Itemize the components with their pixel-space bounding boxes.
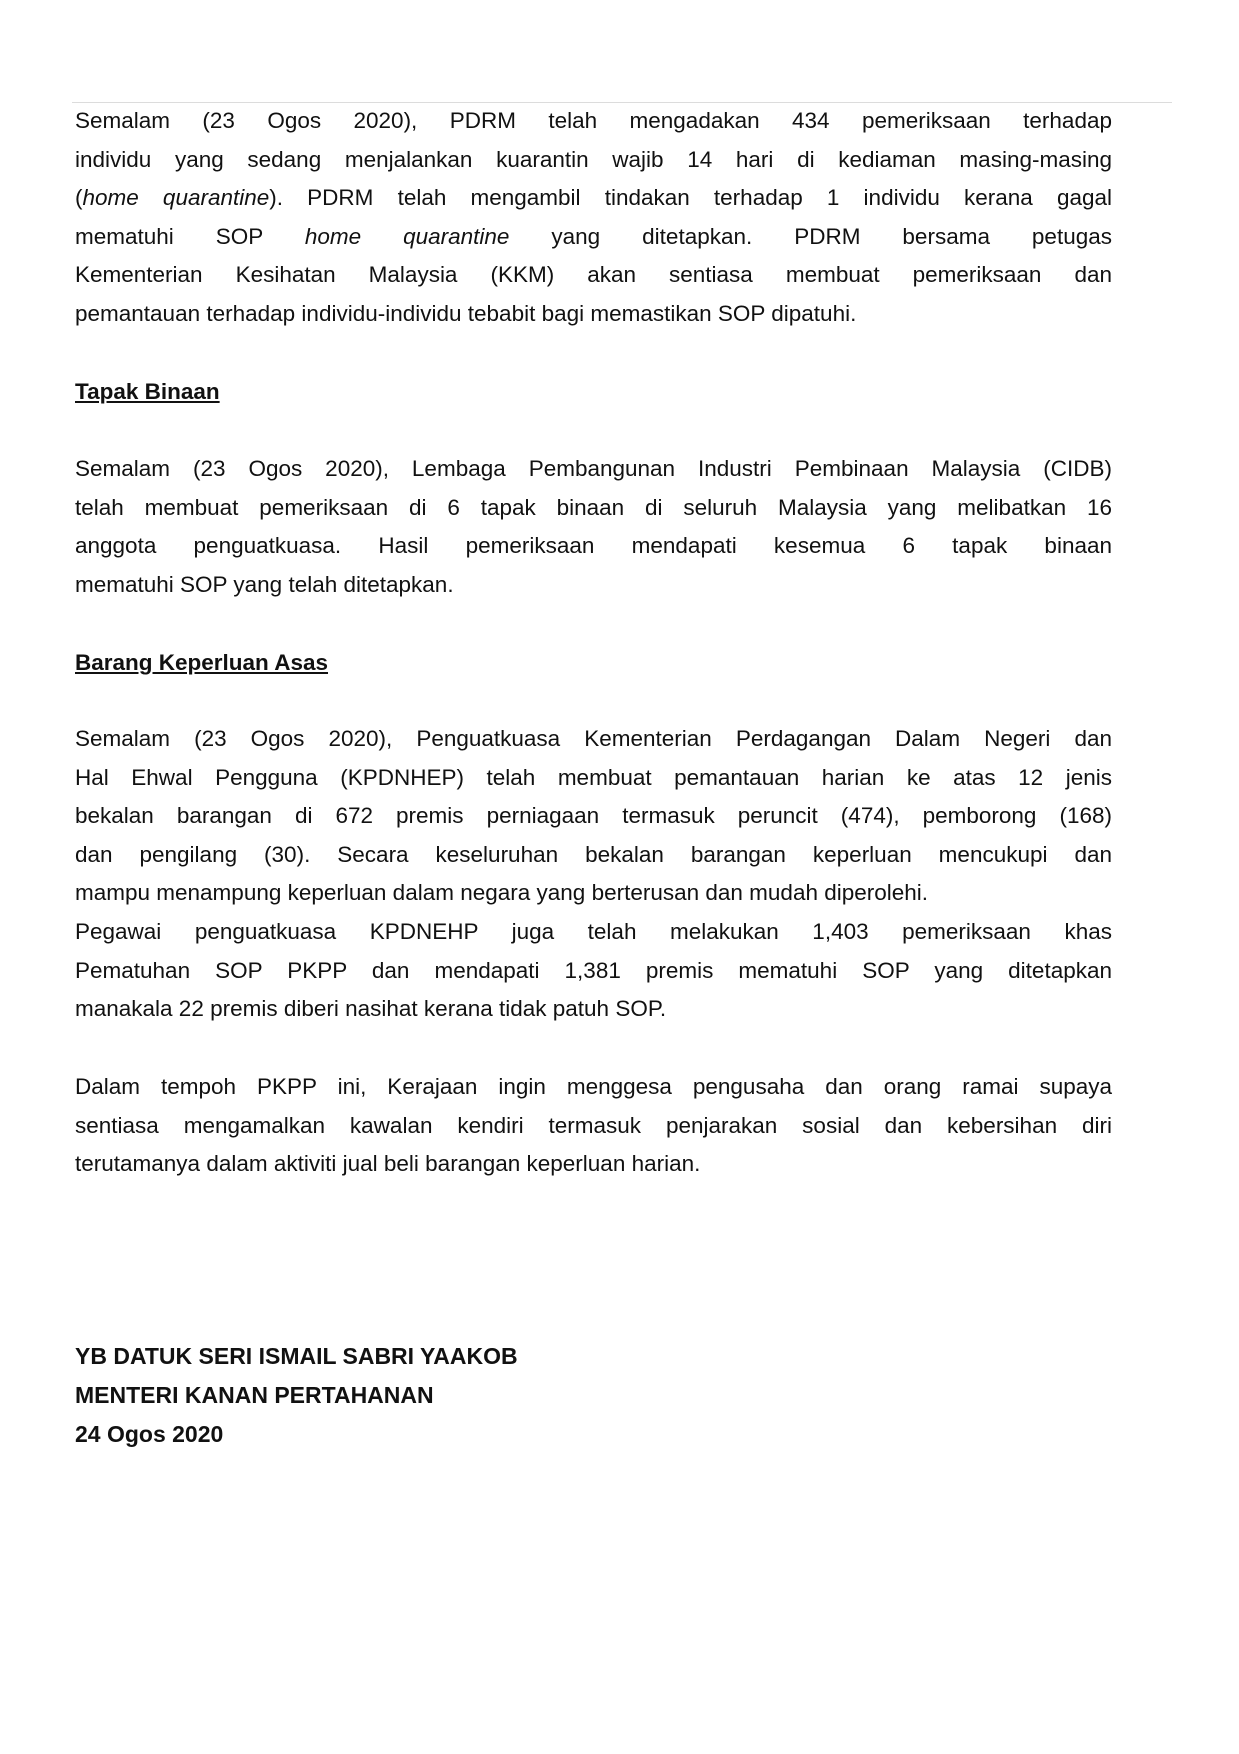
text-line: Kementerian Kesihatan Malaysia (KKM) akan sentiasa membuat pemeriksaan dan bbox=[75, 262, 1112, 288]
paragraph-closing bbox=[75, 1068, 1112, 1184]
section-heading-barang-keperluan: Barang Keperluan Asas bbox=[75, 650, 329, 675]
text-fragment: ( bbox=[75, 185, 83, 211]
signature-date: 24 Ogos 2020 bbox=[75, 1421, 224, 1447]
text-line: bekalan barangan di 672 premis perniagaan termasuk peruncit (474), pemborong (168) bbox=[75, 803, 1112, 829]
text-fragment: mematuhi SOP bbox=[75, 223, 263, 249]
paragraph-home-quarantine bbox=[75, 102, 1112, 334]
text-line: anggota penguatkuasa. Hasil pemeriksaan mendapati kesemua 6 tapak binaan bbox=[75, 533, 1112, 559]
text-line bbox=[75, 179, 1112, 218]
text-line: mampu menampung keperluan dalam negara yang berterusan dan mudah diperolehi. bbox=[75, 880, 929, 906]
text-line: sentiasa mengamalkan kawalan kendiri termasuk penjarakan sosial dan kebersihan diri bbox=[75, 1112, 1112, 1138]
text-line: Pematuhan SOP PKPP dan mendapati 1,381 premis mematuhi SOP yang ditetapkan bbox=[75, 957, 1112, 983]
italic-term: home quarantine bbox=[82, 185, 270, 211]
paragraph-barang-keperluan bbox=[75, 720, 1112, 1029]
text-fragment: ). PDRM telah mengambil tindakan terhadap 1 individu kerana gagal bbox=[269, 185, 1112, 211]
text-line: mematuhi SOP yang telah ditetapkan. bbox=[75, 571, 454, 597]
text-line: individu yang sedang menjalankan kuarantin wajib 14 hari di kediaman masing-masing bbox=[75, 146, 1112, 172]
italic-term: home quarantine bbox=[304, 223, 510, 249]
paragraph-tapak-binaan bbox=[75, 450, 1112, 604]
text-fragment: yang ditetapkan. PDRM bersama petugas bbox=[551, 223, 1112, 249]
text-line: Hal Ehwal Pengguna (KPDNHEP) telah membuat pemantauan harian ke atas 12 jenis bbox=[75, 764, 1112, 790]
text-line bbox=[75, 218, 1112, 257]
text-line: Dalam tempoh PKPP ini, Kerajaan ingin menggesa pengusaha dan orang ramai supaya bbox=[75, 1074, 1112, 1099]
text-line: pemantauan terhadap individu-individu tebabit bagi memastikan SOP dipatuhi. bbox=[75, 300, 857, 326]
section-heading-tapak-binaan: Tapak Binaan bbox=[75, 379, 220, 404]
text-line: Semalam (23 Ogos 2020), Penguatkuasa Kementerian Perdagangan Dalam Negeri dan bbox=[75, 726, 1112, 751]
text-line: Pegawai penguatkuasa KPDNEHP juga telah melakukan 1,403 pemeriksaan khas bbox=[75, 918, 1112, 944]
signature-title: MENTERI KANAN PERTAHANAN bbox=[75, 1382, 434, 1408]
text-line: dan pengilang (30). Secara keseluruhan bekalan barangan keperluan mencukupi dan bbox=[75, 841, 1112, 867]
text-line: Semalam (23 Ogos 2020), PDRM telah mengadakan 434 pemeriksaan terhadap bbox=[75, 108, 1112, 133]
text-line: terutamanya dalam aktiviti jual beli barangan keperluan harian. bbox=[75, 1151, 701, 1177]
text-line: telah membuat pemeriksaan di 6 tapak binaan di seluruh Malaysia yang melibatkan 16 bbox=[75, 494, 1112, 520]
signature-name: YB DATUK SERI ISMAIL SABRI YAAKOB bbox=[75, 1343, 518, 1369]
text-line: Semalam (23 Ogos 2020), Lembaga Pembangunan Industri Pembinaan Malaysia (CIDB) bbox=[75, 456, 1112, 481]
text-line: manakala 22 premis diberi nasihat kerana tidak patuh SOP. bbox=[75, 996, 667, 1022]
